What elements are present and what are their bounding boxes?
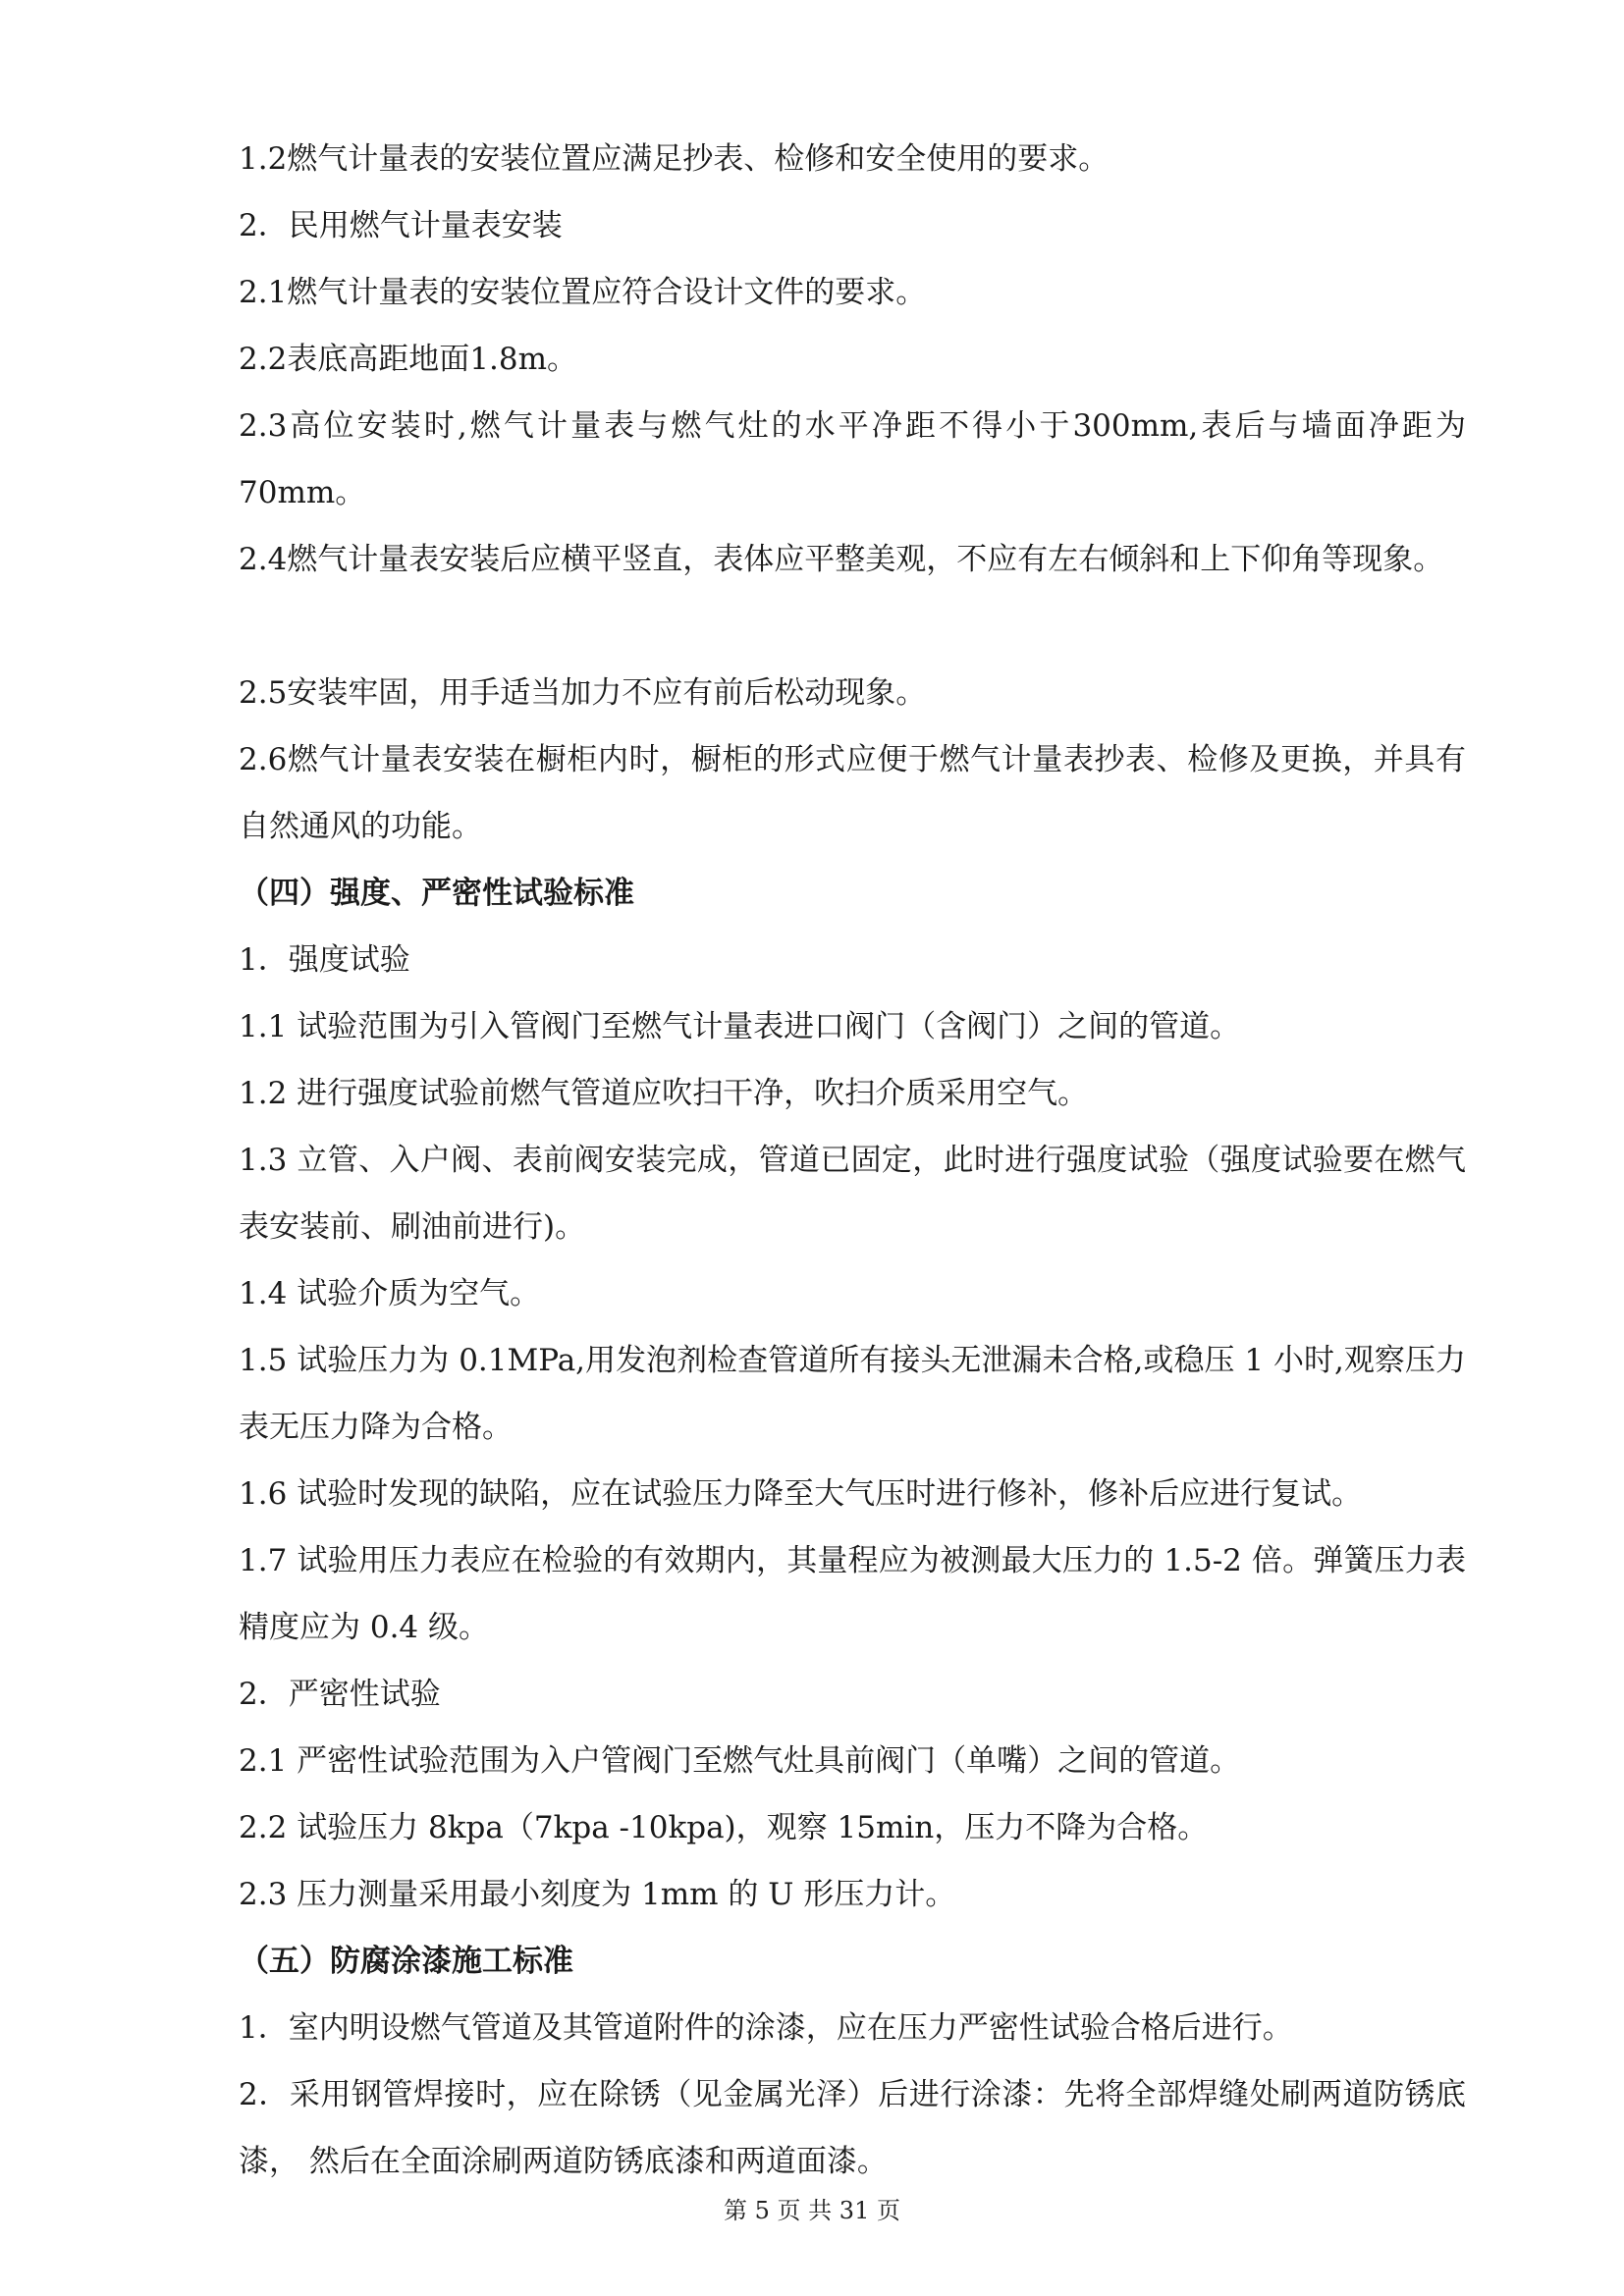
paragraph: 2.3高位安装时,燃气计量表与燃气灶的水平净距不得小于300mm,表后与墙面净距为70mm。 xyxy=(239,408,1466,510)
paragraph: 1．强度试验 xyxy=(239,942,410,978)
paragraph: 1.3 立管、入户阀、表前阀安装完成，管道已固定，此时进行强度试验（强度试验要在燃气表安装前、刷油前进行)。 xyxy=(239,1143,1466,1245)
paragraph: 2.3 压力测量采用最小刻度为 1mm 的 U 形压力计。 xyxy=(239,1877,956,1912)
paragraph: 2.6燃气计量表安装在橱柜内时，橱柜的形式应便于燃气计量表抄表、检修及更换，并具有自然通风的功能。 xyxy=(239,742,1466,844)
paragraph: 2．民用燃气计量表安装 xyxy=(239,208,563,243)
page-footer: 第 5 页 共 31 页 xyxy=(724,2197,900,2224)
paragraph: 1.2燃气计量表的安装位置应满足抄表、检修和安全使用的要求。 xyxy=(239,141,1110,177)
section-heading: （五）防腐涂漆施工标准 xyxy=(239,1944,573,1979)
paragraph: 2．严密性试验 xyxy=(239,1677,441,1712)
paragraph: 2.1 严密性试验范围为入户管阀门至燃气灶具前阀门（单嘴）之间的管道。 xyxy=(239,1743,1241,1779)
section-heading: （四）强度、严密性试验标准 xyxy=(239,876,634,911)
paragraph: 1.6 试验时发现的缺陷，应在试验压力降至大气压时进行修补，修补后应进行复试。 xyxy=(239,1476,1363,1512)
paragraph: 2.2表底高距地面1.8m。 xyxy=(239,342,577,377)
paragraph: 2．采用钢管焊接时，应在除锈（见金属光泽）后进行涂漆：先将全部焊缝处刷两道防锈底漆， 然后在全面涂刷两道防锈底漆和两道面漆。 xyxy=(239,2077,1466,2179)
paragraph: 1.4 试验介质为空气。 xyxy=(239,1276,541,1311)
paragraph: 1.2 进行强度试验前燃气管道应吹扫干净，吹扫介质采用空气。 xyxy=(239,1076,1089,1111)
paragraph: 2.5安装牢固，用手适当加力不应有前后松动现象。 xyxy=(239,675,927,711)
paragraph: 2.2 试验压力 8kpa（7kpa -10kpa)，观察 15min，压力不降为合格。 xyxy=(239,1810,1209,1845)
paragraph: 1.5 试验压力为 0.1MPa,用发泡剂检查管道所有接头无泄漏未合格,或稳压 1 小时,观察压力表无压力降为合格。 xyxy=(239,1343,1466,1445)
paragraph: 1．室内明设燃气管道及其管道附件的涂漆，应在压力严密性试验合格后进行。 xyxy=(239,2010,1293,2046)
paragraph: 2.1燃气计量表的安装位置应符合设计文件的要求。 xyxy=(239,275,927,310)
paragraph: 1.1 试验范围为引入管阀门至燃气计量表进口阀门（含阀门）之间的管道。 xyxy=(239,1009,1241,1044)
paragraph: 2.4燃气计量表安装后应横平竖直，表体应平整美观，不应有左右倾斜和上下仰角等现象。 xyxy=(239,542,1444,577)
paragraph: 1.7 试验用压力表应在检验的有效期内，其量程应为被测最大压力的 1.5-2 倍。弹簧压力表精度应为 0.4 级。 xyxy=(239,1543,1466,1645)
